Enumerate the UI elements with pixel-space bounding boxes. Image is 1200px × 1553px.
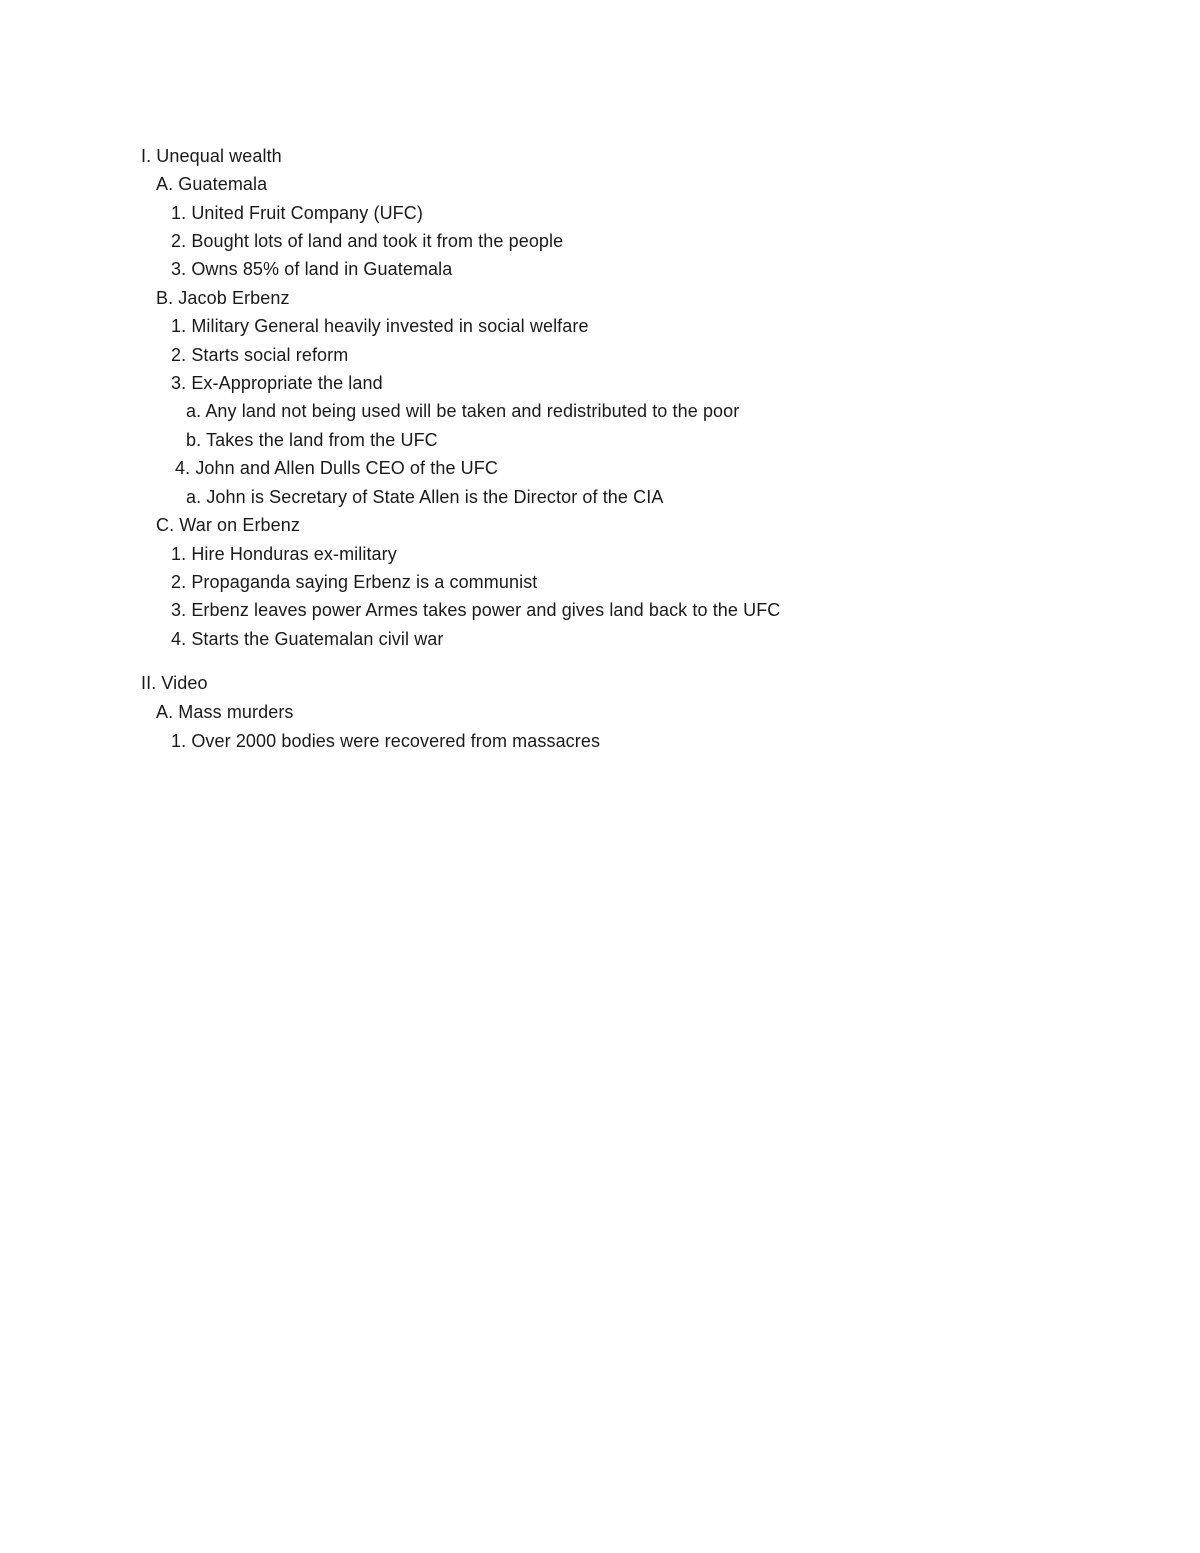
outline-item: 3. Owns 85% of land in Guatemala <box>171 259 453 279</box>
outline-item: 2. Propaganda saying Erbenz is a communist <box>171 572 538 592</box>
outline-item: 4. Starts the Guatemalan civil war <box>171 629 444 649</box>
outline-item: 1. United Fruit Company (UFC) <box>171 203 423 223</box>
outline-item: 1. Hire Honduras ex-military <box>171 544 397 564</box>
outline-item: 3. Erbenz leaves power Armes takes power and gives land back to the UFC <box>171 600 781 620</box>
outline-item: 1. Military General heavily invested in social welfare <box>171 316 589 336</box>
subsection-heading-b: B. Jacob Erbenz <box>156 288 290 308</box>
subsection-heading-a: A. Guatemala <box>156 174 268 194</box>
subsection-heading-c: C. War on Erbenz <box>156 515 300 535</box>
subsection-heading-a: A. Mass murders <box>156 702 294 722</box>
outline-item: 2. Starts social reform <box>171 345 349 365</box>
outline-subitem: a. John is Secretary of State Allen is the Director of the CIA <box>186 487 664 507</box>
outline-subitem: b. Takes the land from the UFC <box>186 430 438 450</box>
outline-item: 1. Over 2000 bodies were recovered from massacres <box>171 731 601 751</box>
outline-subitem: a. Any land not being used will be taken and redistributed to the poor <box>186 401 740 421</box>
section-heading-2: II. Video <box>141 673 208 693</box>
outline-item: 4. John and Allen Dulls CEO of the UFC <box>175 458 498 478</box>
outline-item: 2. Bought lots of land and took it from the people <box>171 231 564 251</box>
section-heading-1: I. Unequal wealth <box>141 146 282 166</box>
outline-item: 3. Ex-Appropriate the land <box>171 373 383 393</box>
